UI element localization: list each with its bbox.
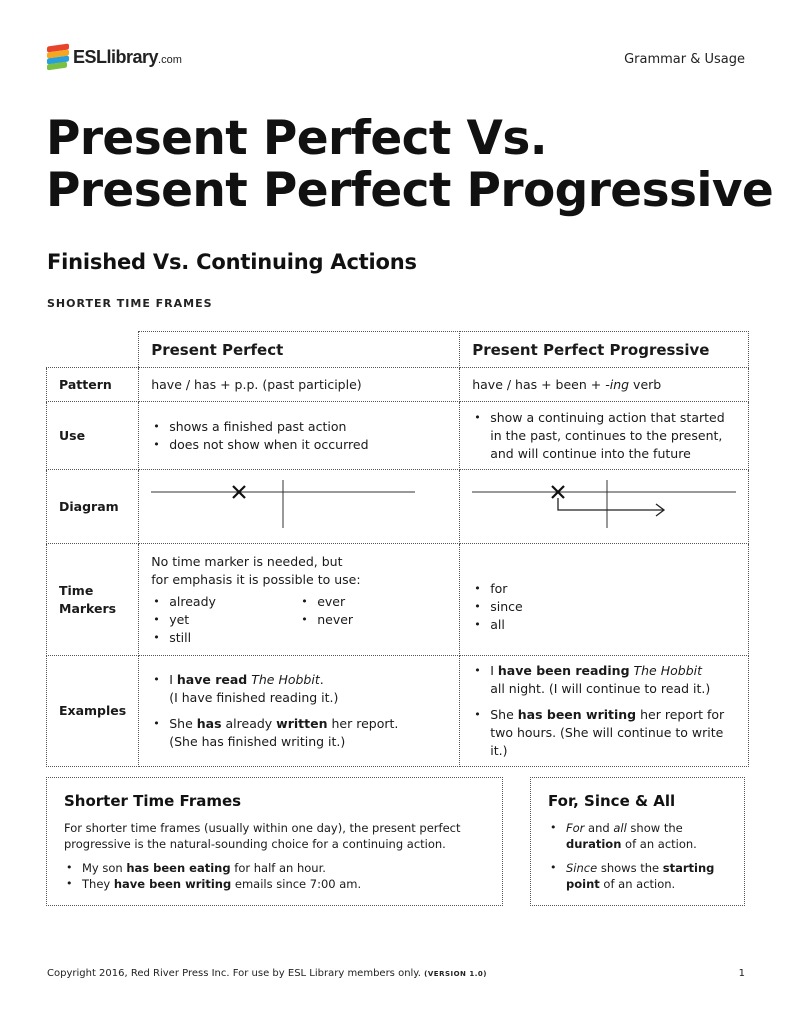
list-item: • My son has been eating for half an hour. (64, 860, 485, 876)
table-row-examples (47, 656, 749, 767)
list-item: • yet (151, 611, 299, 629)
list-item: • She has already written her report. (She has finished writing it.) (151, 715, 447, 751)
list-item: • does not show when it occurred (151, 436, 447, 454)
table-row-time-markers (47, 544, 749, 656)
title-line-2: Present Perfect Progressive (46, 163, 774, 218)
examples-present-perfect-progressive (460, 656, 749, 767)
comparison-table (46, 331, 749, 767)
table-corner (47, 332, 139, 368)
row-label-use: Use (47, 402, 139, 470)
timeline-diagram-continuing (460, 470, 748, 538)
row-label-time-markers: Time Markers (47, 544, 139, 656)
list-item: • all (472, 616, 736, 634)
examples-present-perfect (139, 656, 460, 767)
table-header-row (47, 332, 749, 368)
list-item: • She has been writing her report for two hours. (She will continue to write it.) (472, 706, 736, 760)
esl-library-logo (47, 45, 182, 69)
list-item: • show a continuing action that started in the past, continues to the present, and will continue into the future (472, 409, 736, 463)
shorter-time-frames-box (46, 777, 503, 906)
list-item: • I have been reading The Hobbit all night. (I will continue to read it.) (472, 662, 736, 698)
logo-stack-icon (47, 45, 69, 69)
continuing-arrow-icon (558, 498, 664, 516)
box-text: For shorter time frames (usually within one day), the present perfect progressive is the natural-sounding choice for a continuing action. (64, 821, 461, 851)
list-item: • still (151, 629, 299, 647)
box-title: Shorter Time Frames (64, 792, 242, 810)
timeline-diagram-finished (139, 470, 429, 538)
list-item: • For and all show the duration of an action. (548, 820, 727, 852)
time-markers-intro-2: for emphasis it is possible to use: (151, 571, 361, 587)
use-present-perfect (139, 402, 460, 470)
copyright-footer: Copyright 2016, Red River Press Inc. For use by ESL Library members only. (VERSION 1.0) (47, 968, 487, 979)
box-title: For, Since & All (548, 792, 676, 810)
for-since-all-box (530, 777, 745, 906)
col-header-present-perfect-progressive: Present Perfect Progressive (460, 332, 749, 368)
page-title (46, 113, 773, 217)
section-label: SHORTER TIME FRAMES (47, 297, 213, 310)
title-line-1: Present Perfect Vs. (46, 111, 547, 166)
diagram-present-perfect (139, 470, 460, 544)
list-item: • since (472, 598, 736, 616)
table-row-use (47, 402, 749, 470)
list-item: • I have read The Hobbit. (I have finished reading it.) (151, 671, 447, 707)
row-label-pattern: Pattern (47, 368, 139, 402)
time-markers-intro-1: No time marker is needed, but (151, 553, 343, 569)
list-item: • already (151, 593, 299, 611)
list-item: • for (472, 580, 736, 598)
list-item: • ever (299, 593, 447, 611)
time-markers-present-perfect (139, 544, 460, 656)
list-item: • They have been writing emails since 7:00 am. (64, 876, 485, 892)
list-item: • Since shows the starting point of an action. (548, 860, 727, 892)
pattern-present-perfect: have / has + p.p. (past participle) (139, 368, 460, 402)
table-row-diagram (47, 470, 749, 544)
page-number: 1 (738, 968, 745, 979)
logo-text: ESLlibrary.com (73, 46, 182, 67)
diagram-present-perfect-progressive (460, 470, 749, 544)
use-present-perfect-progressive (460, 402, 749, 470)
row-label-diagram: Diagram (47, 470, 139, 544)
list-item: • never (299, 611, 447, 629)
pattern-present-perfect-progressive: have / has + been + -ing verb (460, 368, 749, 402)
col-header-present-perfect: Present Perfect (139, 332, 460, 368)
category-label: Grammar & Usage (624, 52, 745, 67)
list-item: • shows a finished past action (151, 418, 447, 436)
time-markers-present-perfect-progressive (460, 544, 749, 656)
section-subtitle: Finished Vs. Continuing Actions (47, 250, 417, 274)
table-row-pattern (47, 368, 749, 402)
row-label-examples: Examples (47, 656, 139, 767)
